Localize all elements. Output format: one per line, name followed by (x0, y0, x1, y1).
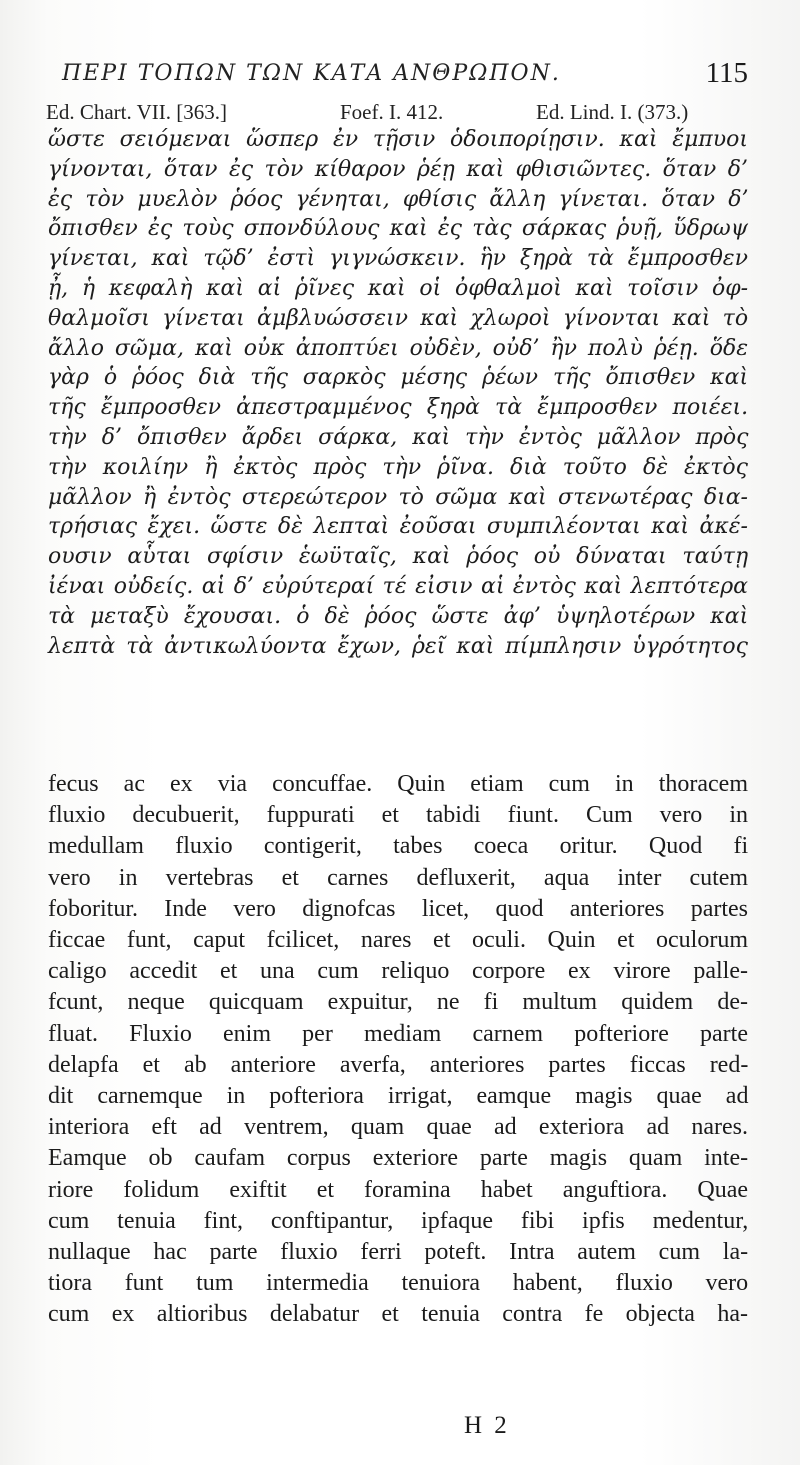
running-header (62, 55, 748, 95)
ref-chartier: Ed. Chart. VII. [363.] (46, 100, 227, 124)
greek-text-block (48, 125, 748, 661)
page-number: 115 (705, 57, 748, 89)
latin-line: cum ex altioribus delabatur et tenuia contra fe objecta ha- (48, 1301, 748, 1328)
latin-line: medullam fluxio contigerit, tabes coeca oritur. Quod fi (48, 833, 749, 860)
latin-line: ficcae funt, caput fcilicet, nares et oculi. Quin et oculorum (48, 927, 748, 954)
greek-line: ἰέναι οὐδείς. αἱ δ’ εὐρύτεραί τέ εἰσιν αἱ ἐντὸς καὶ λεπτότερα (48, 573, 748, 599)
greek-line: ὥστε σειόμεναι ὥσπερ ἐν τῇσιν ὁδοιπορίῃσιν. καὶ ἔμπυοι (48, 127, 748, 152)
latin-line: cum tenuia fint, conftipantur, ipfaque fibi ipfis medentur, (48, 1207, 749, 1234)
latin-line: fluat. Fluxio enim per mediam carnem pofteriore parte (48, 1020, 748, 1047)
greek-line: λεπτὰ τὰ ἀντικωλύοντα ἔχων, ῥεῖ καὶ πίμπλησιν ὑγρότητος (48, 633, 748, 659)
latin-line: delapfa et ab anteriore averfa, anteriores partes ficcas red- (48, 1051, 749, 1078)
greek-line: μᾶλλον ἢ ἐντὸς στερεώτερον τὸ σῶμα καὶ στενωτέρας δια- (48, 484, 748, 510)
greek-line: θαλμοῖσι γίνεται ἀμβλυώσσειν καὶ χλωροὶ γίνονται καὶ τὸ (48, 305, 749, 331)
latin-line: vero in vertebras et carnes defluxerit, aqua inter cutem (48, 864, 749, 891)
greek-line: ᾖ, ἡ κεφαλὴ καὶ αἱ ῥῖνες καὶ οἱ ὀφθαλμοὶ καὶ τοῖσιν ὀφ- (48, 275, 749, 301)
latin-line: tiora funt tum intermedia tenuiora habent, fluxio vero (48, 1270, 749, 1297)
greek-line: τὴν δ’ ὄπισθεν ἄρδει σάρκα, καὶ τὴν ἐντὸς μᾶλλον πρὸς (48, 424, 749, 450)
running-title: ΠΕΡΙ ΤΟΠΩΝ ΤΩΝ ΚΑΤΑ ΑΝΘΡΩΠΟΝ. (62, 61, 561, 86)
latin-line: Eamque ob caufam corpus exteriore parte magis quam inte- (48, 1145, 749, 1172)
greek-line: τὰ μεταξὺ ἔχουσαι. ὁ δὲ ῥόος ὥστε ἀφ’ ὑψηλοτέρων καὶ (48, 603, 749, 629)
signature-mark: H 2 (464, 1412, 510, 1439)
latin-line: interiora eft ad ventrem, quam quae ad exteriora ad nares. (48, 1114, 748, 1141)
latin-line: fecus ac ex via concuffae. Quin etiam cum in thoracem (48, 771, 748, 797)
greek-line: ἐς τὸν μυελὸν ῥόος γένηται, φθίσις ἄλλη γίνεται. ὅταν δ’ (48, 186, 749, 212)
ref-linden: Ed. Lind. I. (373.) (536, 100, 689, 124)
greek-line: γίνεται, καὶ τῷδ’ ἐστὶ γιγνώσκειν. ἣν ξηρὰ τὰ ἔμπροσθεν (48, 246, 748, 272)
latin-line: fluxio decubuerit, fuppurati et tabidi fiunt. Cum vero in (48, 802, 748, 829)
greek-line: γίνονται, ὅταν ἐς τὸν κίθαρον ῥέῃ καὶ φθισιῶντες. ὅταν δ’ (48, 156, 748, 182)
ref-foesius: Foef. I. 412. (340, 100, 444, 124)
latin-line: nullaque hac parte fluxio ferri poteft. Intra autem cum la- (48, 1239, 749, 1266)
greek-line: ὄπισθεν ἐς τοὺς σπονδύλους καὶ ἐς τὰς σάρκας ῥυῇ, ὕδρωψ (48, 216, 748, 242)
latin-line: fcunt, neque quicquam expuitur, ne fi multum quidem de- (48, 989, 748, 1016)
latin-line: riore folidum exiftit et foramina habet anguftiora. Quae (48, 1176, 748, 1203)
latin-line: caligo accedit et una cum reliquo corpore ex virore palle- (48, 958, 748, 985)
greek-line: τῆς ἔμπροσθεν ἀπεστραμμένος ξηρὰ τὰ ἔμπροσθεν ποιέει. (48, 395, 749, 421)
edition-references (46, 100, 746, 126)
greek-line: τὴν κοιλίην ἢ ἐκτὸς πρὸς τὴν ῥῖνα. διὰ τοῦτο δὲ ἐκτὸς (48, 454, 748, 480)
latin-text-block (48, 769, 748, 1331)
greek-line: γὰρ ὁ ῥόος διὰ τῆς σαρκὸς μέσης ῥέων τῆς ὄπισθεν καὶ (48, 365, 749, 391)
greek-line: ἄλλο σῶμα, καὶ οὐκ ἀποπτύει οὐδὲν, οὐδ’ ἢν πολὺ ῥέῃ. ὅδε (48, 335, 748, 361)
greek-line: τρήσιας ἔχει. ὥστε δὲ λεπταὶ ἐοῦσαι συμπιλέονται καὶ ἀκέ- (48, 514, 748, 540)
latin-line: foboritur. Inde vero dignofcas licet, quod anteriores partes (48, 895, 748, 922)
greek-line: ουσιν αὗται σφίσιν ἑωϋταῖς, καὶ ῥόος οὐ δύναται ταύτῃ (48, 544, 749, 570)
latin-line: dit carnemque in pofteriora irrigat, eamque magis quae ad (48, 1083, 749, 1110)
